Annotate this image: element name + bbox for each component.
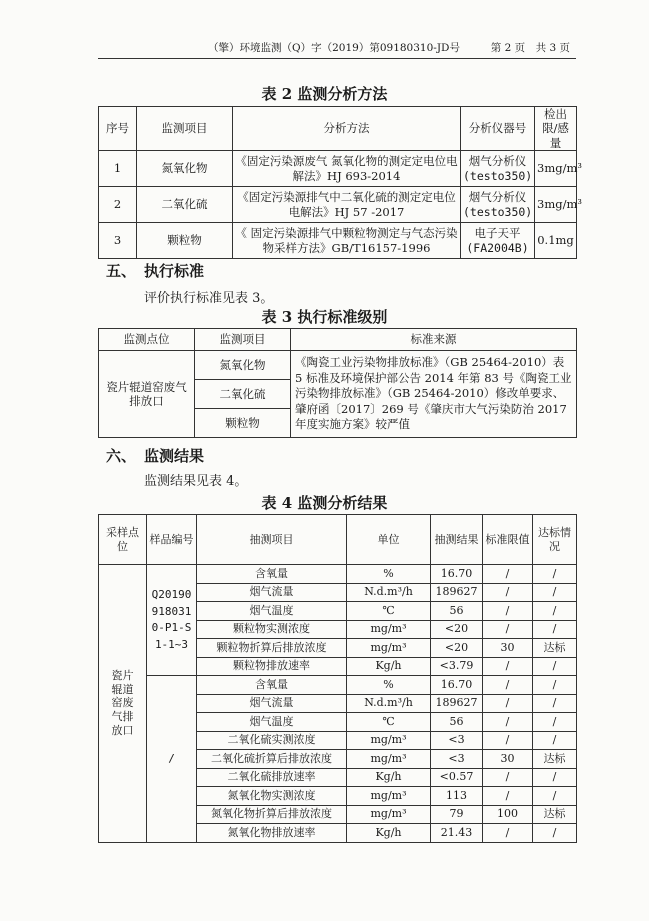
- cell: /: [483, 583, 533, 602]
- cell: /: [533, 602, 577, 621]
- cell: 16.70: [431, 676, 483, 695]
- cell: 3mg/m³: [535, 187, 577, 223]
- cell: 氮氧化物实测浓度: [197, 787, 347, 806]
- cell: 电子天平(FA2004B): [461, 223, 535, 259]
- sampling-point: 瓷片辊道窑废气排放口: [99, 565, 147, 843]
- cell: Kg/h: [347, 824, 431, 843]
- cell: 30: [483, 750, 533, 769]
- table-row: [99, 351, 577, 380]
- cell: 含氧量: [197, 565, 347, 584]
- cell: /: [483, 565, 533, 584]
- cell: 二氧化硫: [137, 187, 233, 223]
- cell: 《固定污染源排气中二氧化硫的测定定电位电解法》HJ 57 -2017: [233, 187, 461, 223]
- section-heading: [106, 260, 204, 281]
- cell: ℃: [347, 602, 431, 621]
- cell: 氮氧化物排放速率: [197, 824, 347, 843]
- cell: /: [483, 731, 533, 750]
- cell: 达标: [533, 639, 577, 658]
- sample-number: /: [147, 676, 197, 843]
- section-text: 评价执行标准见表 3。: [144, 291, 274, 306]
- cell: /: [533, 731, 577, 750]
- table-row: [99, 187, 577, 223]
- table-header-row: [99, 107, 577, 151]
- section-number: 六、: [106, 447, 137, 465]
- analysis-method-table: [98, 106, 582, 259]
- cell: 2: [99, 187, 137, 223]
- cell: 56: [431, 713, 483, 732]
- cell: 颗粒物实测浓度: [197, 620, 347, 639]
- cell: /: [483, 824, 533, 843]
- col-header: 采样点位: [99, 515, 147, 565]
- table3-title: 表 3 执行标准级别: [261, 308, 388, 326]
- cell: 3mg/m³: [535, 151, 577, 187]
- cell: mg/m³: [347, 620, 431, 639]
- cell: 二氧化硫实测浓度: [197, 731, 347, 750]
- table4-title: 表 4 监测分析结果: [261, 494, 388, 512]
- cell: 烟气温度: [197, 602, 347, 621]
- cell: <20: [431, 620, 483, 639]
- cell: /: [533, 768, 577, 787]
- cell: 烟气分析仪(testo350): [461, 151, 535, 187]
- cell: /: [533, 676, 577, 695]
- cell: 颗粒物: [195, 409, 291, 438]
- col-header: 监测点位: [99, 329, 195, 351]
- section-heading: [106, 445, 204, 466]
- cell: 达标: [533, 805, 577, 824]
- cell: /: [483, 602, 533, 621]
- header-divider: [98, 58, 576, 59]
- cell: 79: [431, 805, 483, 824]
- cell: 二氧化硫: [195, 380, 291, 409]
- table-row: [99, 151, 577, 187]
- col-header: 监测项目: [137, 107, 233, 151]
- cell: 189627: [431, 694, 483, 713]
- cell: 100: [483, 805, 533, 824]
- cell: /: [483, 694, 533, 713]
- cell: 二氧化硫折算后排放浓度: [197, 750, 347, 769]
- cell: 颗粒物: [137, 223, 233, 259]
- col-header: 监测项目: [195, 329, 291, 351]
- cell: Kg/h: [347, 657, 431, 676]
- col-header: 样品编号: [147, 515, 197, 565]
- col-header: 序号: [99, 107, 137, 151]
- cell: 颗粒物折算后排放浓度: [197, 639, 347, 658]
- cell: /: [533, 583, 577, 602]
- cell: 21.43: [431, 824, 483, 843]
- col-header: 标准来源: [291, 329, 577, 351]
- cell: 烟气分析仪(testo350): [461, 187, 535, 223]
- cell: %: [347, 565, 431, 584]
- cell: 《 固定污染源排气中颗粒物测定与气态污染物采样方法》GB/T16157-1996: [233, 223, 461, 259]
- table-row: [99, 676, 577, 695]
- cell: 《固定污染源废气 氮氧化物的测定定电位电解法》HJ 693-2014: [233, 151, 461, 187]
- section-text: 监测结果见表 4。: [144, 474, 248, 489]
- cell: 113: [431, 787, 483, 806]
- cell: N.d.m³/h: [347, 583, 431, 602]
- col-header: 抽测项目: [197, 515, 347, 565]
- col-header: 分析方法: [233, 107, 461, 151]
- table2-title: 表 2 监测分析方法: [261, 85, 388, 103]
- section-title: 执行标准: [144, 262, 205, 280]
- sample-number: Q201909180310-P1-S1-1~3: [147, 565, 197, 676]
- col-header: 抽测结果: [431, 515, 483, 565]
- page-number: 第 2 页 共 3 页: [490, 42, 570, 54]
- cell: ℃: [347, 713, 431, 732]
- section-number: 五、: [106, 262, 137, 280]
- cell: /: [483, 768, 533, 787]
- monitoring-point: 瓷片辊道窑废气排放口: [99, 351, 195, 438]
- cell: 3: [99, 223, 137, 259]
- certificate-number: （擎）环境监测（Q）字（2019）第09180310-JD号: [208, 42, 460, 54]
- cell: /: [483, 713, 533, 732]
- cell: 30: [483, 639, 533, 658]
- cell: 氮氧化物: [137, 151, 233, 187]
- col-header: 达标情况: [533, 515, 577, 565]
- standard-source: 《陶瓷工业污染物排放标准》（GB 25464-2010）表 5 标准及环境保护部公告 2014 年第 83 号《陶瓷工业污染物排放标准》（GB 25464-2010）修改单要求、肇府函〔2017〕269 号《肇庆市大气污染防治 2017 年度实施方案》较严值: [291, 351, 577, 438]
- cell: 氮氧化物: [195, 351, 291, 380]
- cell: N.d.m³/h: [347, 694, 431, 713]
- col-header: 检出限/感量: [535, 107, 577, 151]
- table-row: [99, 565, 577, 584]
- col-header: 标准限值: [483, 515, 533, 565]
- cell: /: [533, 787, 577, 806]
- cell: <3.79: [431, 657, 483, 676]
- cell: /: [483, 676, 533, 695]
- cell: mg/m³: [347, 731, 431, 750]
- cell: /: [533, 713, 577, 732]
- cell: /: [483, 620, 533, 639]
- cell: <3: [431, 750, 483, 769]
- cell: 含氧量: [197, 676, 347, 695]
- cell: /: [483, 657, 533, 676]
- cell: <3: [431, 731, 483, 750]
- cell: /: [533, 657, 577, 676]
- cell: 二氧化硫排放速率: [197, 768, 347, 787]
- cell: 16.70: [431, 565, 483, 584]
- cell: 颗粒物排放速率: [197, 657, 347, 676]
- cell: <0.57: [431, 768, 483, 787]
- table-header-row: [99, 515, 577, 565]
- cell: 189627: [431, 583, 483, 602]
- cell: %: [347, 676, 431, 695]
- cell: mg/m³: [347, 787, 431, 806]
- cell: mg/m³: [347, 750, 431, 769]
- results-body: [99, 565, 577, 843]
- col-header: 单位: [347, 515, 431, 565]
- cell: 烟气流量: [197, 694, 347, 713]
- cell: 1: [99, 151, 137, 187]
- cell: /: [533, 824, 577, 843]
- table-header-row: [99, 329, 577, 351]
- cell: 达标: [533, 750, 577, 769]
- standard-table: [98, 328, 577, 438]
- cell: /: [533, 565, 577, 584]
- cell: 烟气温度: [197, 713, 347, 732]
- cell: /: [533, 620, 577, 639]
- cell: mg/m³: [347, 805, 431, 824]
- cell: 烟气流量: [197, 583, 347, 602]
- table-row: [99, 223, 577, 259]
- results-table: [98, 514, 577, 843]
- cell: Kg/h: [347, 768, 431, 787]
- cell: /: [533, 694, 577, 713]
- cell: 氮氧化物折算后排放浓度: [197, 805, 347, 824]
- section-title: 监测结果: [144, 447, 205, 465]
- cell: <20: [431, 639, 483, 658]
- cell: 56: [431, 602, 483, 621]
- cell: /: [483, 787, 533, 806]
- col-header: 分析仪器号: [461, 107, 535, 151]
- cell: 0.1mg: [535, 223, 577, 259]
- cell: mg/m³: [347, 639, 431, 658]
